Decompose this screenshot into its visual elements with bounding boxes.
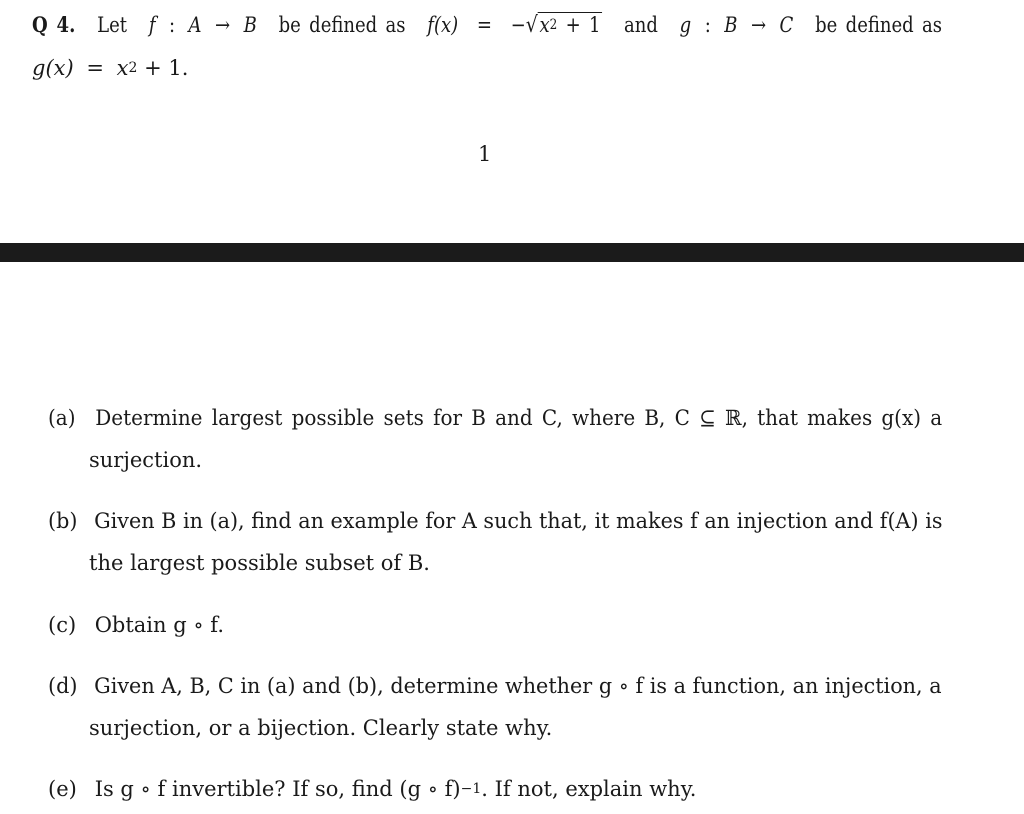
question-header-line-1 <box>32 12 942 39</box>
equals-2: = <box>86 56 104 80</box>
radical-sign: √ <box>525 13 538 38</box>
set-b: B <box>243 13 257 37</box>
square-root <box>526 12 603 39</box>
part-c-label: (c) <box>48 613 77 637</box>
f-symbol: f <box>148 13 156 37</box>
part-c-line-1 <box>48 612 224 638</box>
part-b-line-1 <box>48 508 942 534</box>
part-a-line-1 <box>48 405 942 431</box>
g-of-x: g(x) <box>32 56 74 80</box>
page-number: 1 <box>478 142 492 166</box>
let-word: Let <box>97 13 128 37</box>
part-a-text-2: surjection. <box>89 448 203 472</box>
part-b-label: (b) <box>48 509 78 533</box>
g-rhs-tail: + 1. <box>137 56 189 80</box>
radicand: $x^2 + 1$ <box>539 13 601 37</box>
part-b-text-2: the largest possible subset of B. <box>89 551 430 575</box>
equals-1: = <box>476 13 492 37</box>
g-rhs-exp: 2 <box>128 60 138 76</box>
part-d-text-1: Given A, B, C in (a) and (b), determine whether g ∘ f is a function, an injection, a <box>94 674 942 698</box>
g-symbol: g <box>679 13 692 37</box>
part-e-text-pre: Is g ∘ f invertible? If so, find (g ∘ f) <box>94 777 461 801</box>
part-e-label: (e) <box>48 777 77 801</box>
part-b-line-2 <box>89 550 430 576</box>
question-header-line-2 <box>32 55 188 81</box>
part-e-inverse-exp: −1 <box>460 781 482 797</box>
part-a-line-2 <box>89 447 202 473</box>
question-label: Q 4. <box>32 12 76 37</box>
part-d-line-1 <box>48 673 942 699</box>
set-b-2: B <box>724 13 738 37</box>
be-defined-as-2: be defined as <box>815 13 943 37</box>
f-of-x: f(x) <box>427 13 459 37</box>
part-c-text-1: Obtain g ∘ f. <box>94 613 225 637</box>
part-e-line-1 <box>48 776 696 802</box>
part-e-text-post: . If not, explain why. <box>481 777 697 801</box>
arrow-2: → <box>750 13 767 37</box>
part-b-text-1: Given B in (a), find an example for A such that, it makes f an injection and f(A) is <box>94 509 943 533</box>
and-word: and <box>623 13 658 37</box>
colon-1: : <box>168 13 176 37</box>
part-d-label: (d) <box>48 674 78 698</box>
set-a: A <box>188 13 202 37</box>
part-a-text-1: Determine largest possible sets for B and C, where B, C ⊆ ℝ, that makes g(x) a <box>95 406 943 430</box>
be-defined-as-1: be defined as <box>278 13 406 37</box>
minus-sign: − <box>510 13 526 37</box>
g-rhs-base: x <box>116 56 129 80</box>
set-c: C <box>779 13 794 37</box>
colon-2: : <box>704 13 711 37</box>
arrow-1: → <box>215 13 231 37</box>
part-d-text-2: surjection, or a bijection. Clearly state why. <box>89 716 553 740</box>
part-d-line-2 <box>89 715 552 741</box>
page-separator-bar <box>0 243 1024 262</box>
part-a-label: (a) <box>48 406 76 430</box>
